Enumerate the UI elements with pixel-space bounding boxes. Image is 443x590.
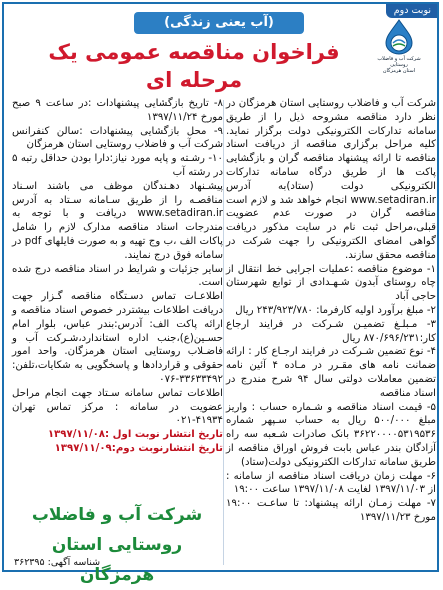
item-receive-deadline: ۶- مهلت زمان دریافت اسناد مناقصه از سامانه : از ۱۳۹۷/۱۱/۰۳ لغایت ۱۳۹۷/۱۱/۰۸ ساعت ۱۹:۰۰: [226, 470, 436, 496]
subtitle: (آب یعنی زندگی): [134, 12, 304, 34]
footer-line-1: شرکت آب و فاضلاب: [31, 505, 203, 525]
first-publish-date: تاریخ انتشار نوبت اول :۱۳۹۷/۱۱/۰۸: [47, 429, 223, 441]
subtitle-banner: [134, 12, 304, 34]
item-guarantee-amount: ۳- مـبلـغ تضمیـن شـرکت در فرایند ارجاع کار:۸۷۰/۶۹۶/۲۳۱ ریال: [226, 318, 436, 344]
item-submit-deadline: ۷- مهلت زمـان ارائه پیشنهاد: تا ساعـت ۱۹:۰۰ مورخ ۱۳۹۷/۱۱/۲۳: [226, 498, 436, 523]
company-logo: [373, 18, 425, 80]
round-tag: نوبت دوم: [386, 4, 437, 18]
left-column: [12, 97, 223, 456]
item-estimate: ۲- مبلغ برآورد اولیه کارفرما: ۲۴۳/۹۲۳/۷۸۰ ریال: [235, 304, 436, 316]
column-divider: [223, 100, 224, 565]
bidders-instructions: پیشـنهاد دهـندگان موظف می باشند اسـناد مناقصـه را از طریق سـامانه سـتاد به آدرس www.setadiran.ir دریافت و با توجه به مندرجات اسناد مناقصه مدارک لازم را شامل پاکات الف ،ب وج تهیه و به صورت فایلهای pdf در سامانه فوق درج نمایند.: [12, 180, 223, 261]
water-drop-icon: [382, 18, 416, 56]
second-publish-date: تاریخ انتشارنوبت دوم:۱۳۹۷/۱۱/۰۹: [54, 442, 223, 454]
page-title: فراخوان مناقصه عمومی یک مرحله ای: [48, 40, 340, 92]
item-document-price: ۵- قیمت اسناد مناقصه و شـماره حساب : واریز مبلغ ۵۰۰/۰۰۰ ریال به حساب سـپهر شماره ۳۶۲۲۰۰۰۰۵۳۱۹۵۳۶ بانک صادرات شـعبه سه راه آزادگان بندر عباس بابت فروش اوراق مناقصه از طریق سامانه تدارکات الکترونیکی دولت(ستاد): [226, 401, 436, 468]
logo-caption-2: استان هرمزگان: [382, 68, 416, 74]
right-column: [226, 97, 436, 525]
item-guarantee-type: ۴- نوع تضمین شـرکت در فرایند ارجـاع کار : ارائه ضمانت نامه های مقـرر در مـاده ۴ آئین نامه تضمین معاملات دولتی سال ۹۴ شرح مندرج در اسناد مناقصه: [226, 346, 436, 399]
footer-line-2: روستایی استان هرمزگان: [51, 535, 183, 585]
logo-caption-1: شرکت آب و فاضلاب روستایی: [377, 56, 421, 68]
notice-frame: [2, 2, 439, 585]
setad-contact: اطلاعات تماس سامانه سـتاد جهت انجام مراحل عضویت در سامانه : مرکز تماس تهران ۴۱۹۳۴-۰۲۱: [12, 387, 223, 427]
item-qualification: ۱۰- رشـته و پایه مورد نیاز:دارا بودن حداقل رتبه ۵ در رشته آب: [12, 153, 223, 178]
intro-paragraph: شرکت آب و فاضلاب روستایی استان هرمزگان در نظر دارد مناقصه مشروحه ذیل را از طریق سامانه تدارکات الکترونیکی دولت برگزار نماید. کلیه مراحل برگزاری مناقصه از دریافت اسناد مناقصه تا ارائه پیشنهاد مناقصه گران و بازگشایی پاکت ها از طریق درگاه سامانه تدارکات الکترونیکی دولت (ستاد)به آدرس www.setadiran.ir انجام خواهد شد و لازم است مناقصه گران در صورت عدم عضویت قبلی،مراحل ثبت نام در سایت مذکور دریافت گواهی امضای الکترونیکی را جهت شرکت در مناقصه محقق سازند.: [226, 98, 436, 261]
footer-signature: [12, 500, 222, 590]
item-subject: ۱- موضوع مناقصه :عملیات اجرایی خط انتقال از چاه روستای آبدون شـهـدادی از توابع شهرستان حاجی آباد: [226, 263, 436, 303]
contact-info: اطلاعـات تماس دسـتگاه مناقصه گـزار جهت دریافت اطلاعات بیشتردر خصوص اسناد مناقصه و ارائه پاکت الف: آدرس:بندر عباس، بلوار امام حسـین(ع)،جنب اداره استاندارد،شـرکت آب و فاضـلاب روستایی استان هرمزگان. واحد امور حقوقی و قراردادها و پاسخگویی به شکایات،تلفن: ۳۳۶۳۳۴۹۲-۰۷۶: [12, 291, 223, 385]
notice-id: شناسه آگهی: ۳۶۲۳۹۵: [14, 557, 101, 568]
item-opening-place: ۹- محل بازگشایی پیشنهادات :سالن کنفرانس شرکت آب و فاضلاب روستایی استان هرمزگان: [12, 125, 223, 151]
item-opening-date: ۸- تاریخ بازگشایی پیشنهادات :در ساعت ۹ صبح مورخ ۱۳۹۷/۱۱/۲۴: [12, 98, 224, 123]
other-details: سایر جزئیات و شرایط در اسناد مناقصه درج شده است.: [12, 263, 223, 289]
